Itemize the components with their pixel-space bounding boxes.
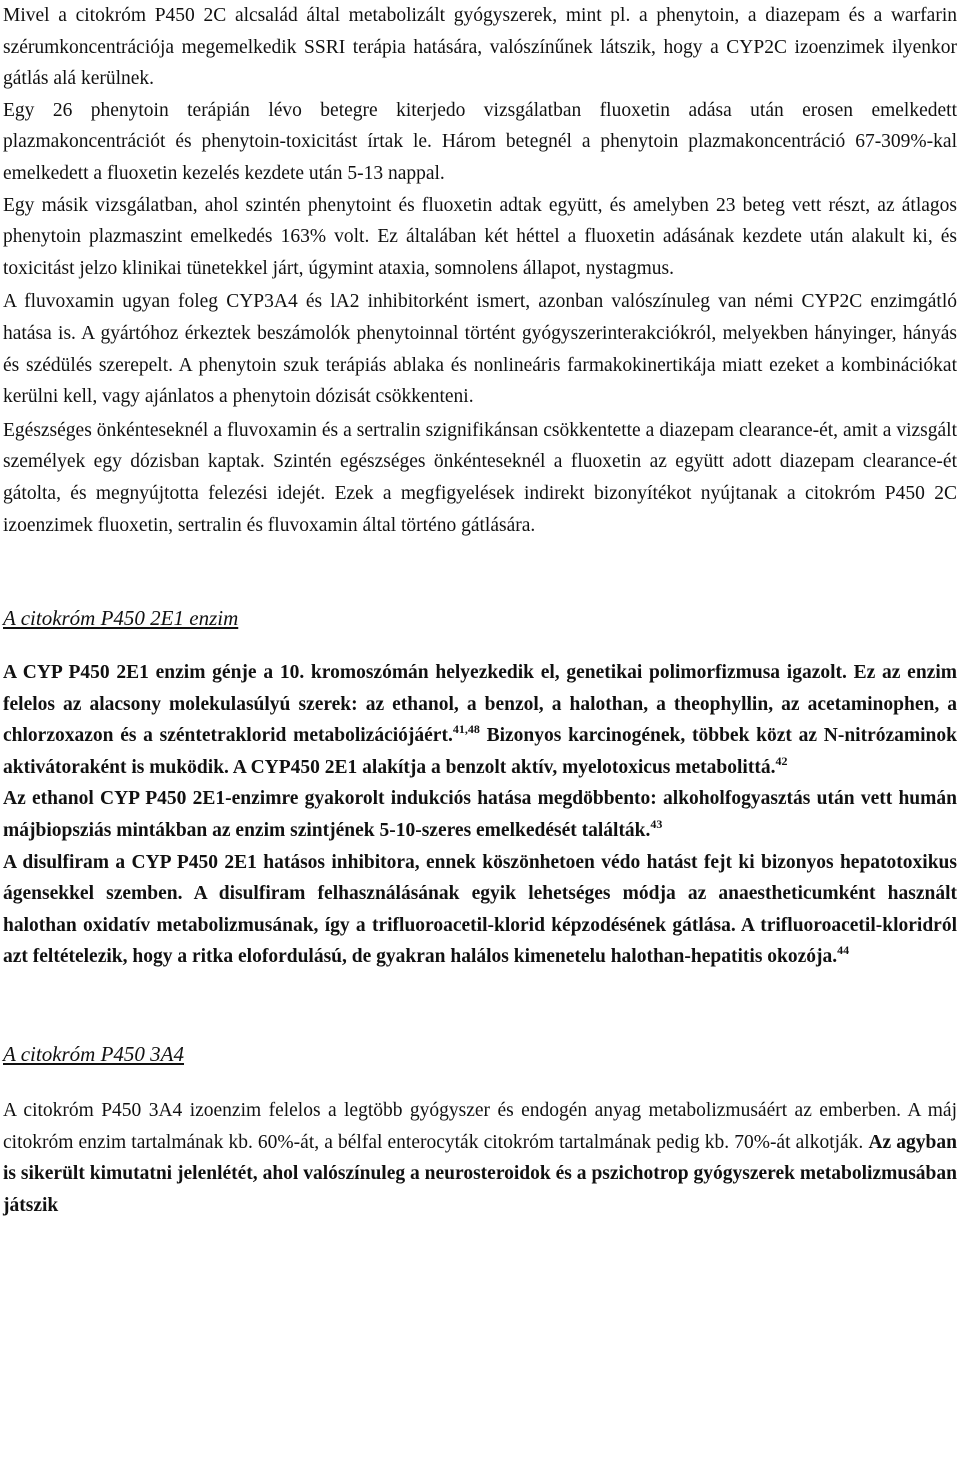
reference-superscript: 44 <box>837 943 850 958</box>
paragraph-ethanol-induction <box>3 783 957 846</box>
paragraph-text: Az ethanol CYP P450 2E1-enzimre gyakorolt indukciós hatása megdöbbento: alkoholfogyasztás után vett humán májbiopsziás mintákban az enzim szintjének 5-10-szeres emelkedését találták. <box>3 788 957 842</box>
paragraph-cyp2c-intro: Mivel a citokróm P450 2C alcsalád által metabolizált gyógyszerek, mint pl. a phenytoin, a diazepam és a warfarin szérumkoncentrációja megemelkedik SSRI terápia hatására, valószínűnek látszik, hogy a CYP2C izoenzimek ilyenkor gátlás alá kerülnek. <box>3 5 957 90</box>
paragraph-cyp2e1-gene <box>3 657 957 783</box>
paragraph-fluvoxamin: A fluvoxamin ugyan foleg CYP3A4 és lA2 inhibitorként ismert, azonban valószínuleg van némi CYP2C enzimgátló hatása is. A gyártóhoz érkeztek beszámolók phenytoinnal történt gyógyszerinterakciókról, melyekben hányinger, hányás és szédülés szerepelt. A phenytoin szuk terápiás ablaka és nonlineáris farmakokinertikája miatt ezeket a kombinációkat kerülni kell, vagy ajánlatos a phenytoin dózisát csökkenteni. <box>3 291 957 408</box>
paragraph-text: A citokróm P450 3A4 izoenzim felelos a legtöbb gyógyszer és endogén anyag metabolizmusáért az emberben. A máj citokróm enzim tartalmának kb. 60%-át, a bélfal enterocyták citokróm tartalmának pedig kb. 70%-át alkotják. <box>3 1100 957 1153</box>
paragraph-text: A CYP P450 2E1 enzim génje a 10. kromoszómán helyezkedik el, genetikai polimorfizmusa igazolt. Ez az enzim felelos az alacsony molekulasúlyú szerek: az ethanol, a benzol, a halothan, a theophyllin, az acetaminophen, a chlorzoxazon és a széntetraklorid metabolizációjáért. <box>3 662 957 747</box>
paragraph-text: A disulfiram a CYP P450 2E1 hatásos inhibitora, ennek köszönhetoen védo hatást fejt ki bizonyos hepatotoxikus ágensekkel szemben. A disulfiram felhasználásának egyik lehetséges módja az anaestheticumként használt halothan oxidatív metabolizmusának, így a trifluoroacetil-klorid képzodésének gátlása. A trifluoroacetil-kloridról azt feltételezik, hogy a ritka elofordulású, de gyakran halálos kimenetelu halothan-hepatitis okozója. <box>3 851 957 968</box>
paragraph-diazepam-clearance: Egészséges önkénteseknél a fluvoxamin és a sertralin szignifikánsan csökkentette a diazepam clearance-ét, amit a vizsgált személyek egy dózisban kaptak. Szintén egészséges önkénteseknél a fluoxetin az együtt adott diazepam clearance-ét gátolta, és megnyújtotta felezési idejét. Ezek a megfigyelések indirekt bizonyítékot nyújtanak a citokróm P450 2C izoenzimek fluoxetin, sertralin és fluvoxamin által történo gátlására. <box>3 419 957 536</box>
document-page <box>3 0 957 1221</box>
reference-superscript: 41,48 <box>452 722 480 737</box>
paragraph-cyp3a4 <box>3 1095 957 1221</box>
reference-superscript: 42 <box>775 753 788 768</box>
paragraph-text: Bizonyos karcinogének, többek közt az N-nitrózaminok aktivátoraként is muködik. A CYP450 2E1 alakítja a benzolt aktív, myelotoxicus metabolittá. <box>3 725 958 778</box>
reference-superscript: 43 <box>650 817 663 832</box>
paragraph-bold-text: Az agyban is sikerült kimutatni jelenlétét, ahol valószínuleg a neurosteroidok és a pszichotrop gyógyszerek metabolizmusában játszik <box>3 1131 957 1216</box>
heading-cyp3a4: A citokróm P450 3A4 <box>3 1042 185 1067</box>
heading-cyp2e1: A citokróm P450 2E1 enzim <box>3 606 239 631</box>
paragraph-phenytoin-study-2: Egy másik vizsgálatban, ahol szintén phenytoint és fluoxetin adtak együtt, és amelyben 23 beteg vett részt, az átlagos phenytoin plazmaszint emelkedés 163% volt. Ez általában két héttel a fluoxetin adásának kezdete után alakult ki, és toxicitást jelzo klinikai tünetekkel járt, úgymint ataxia, somnolens állapot, nystagmus. <box>3 194 957 279</box>
paragraph-phenytoin-study-1: Egy 26 phenytoin terápián lévo betegre kiterjedo vizsgálatban fluoxetin adása után erosen emelkedett plazmakoncentrációt és phenytoin-toxicitást írtak le. Három betegnél a phenytoin plazmakoncentráció 67-309%-kal emelkedett a fluoxetin kezelés kezdete után 5-13 nappal. <box>3 99 957 184</box>
paragraph-disulfiram <box>3 847 957 973</box>
